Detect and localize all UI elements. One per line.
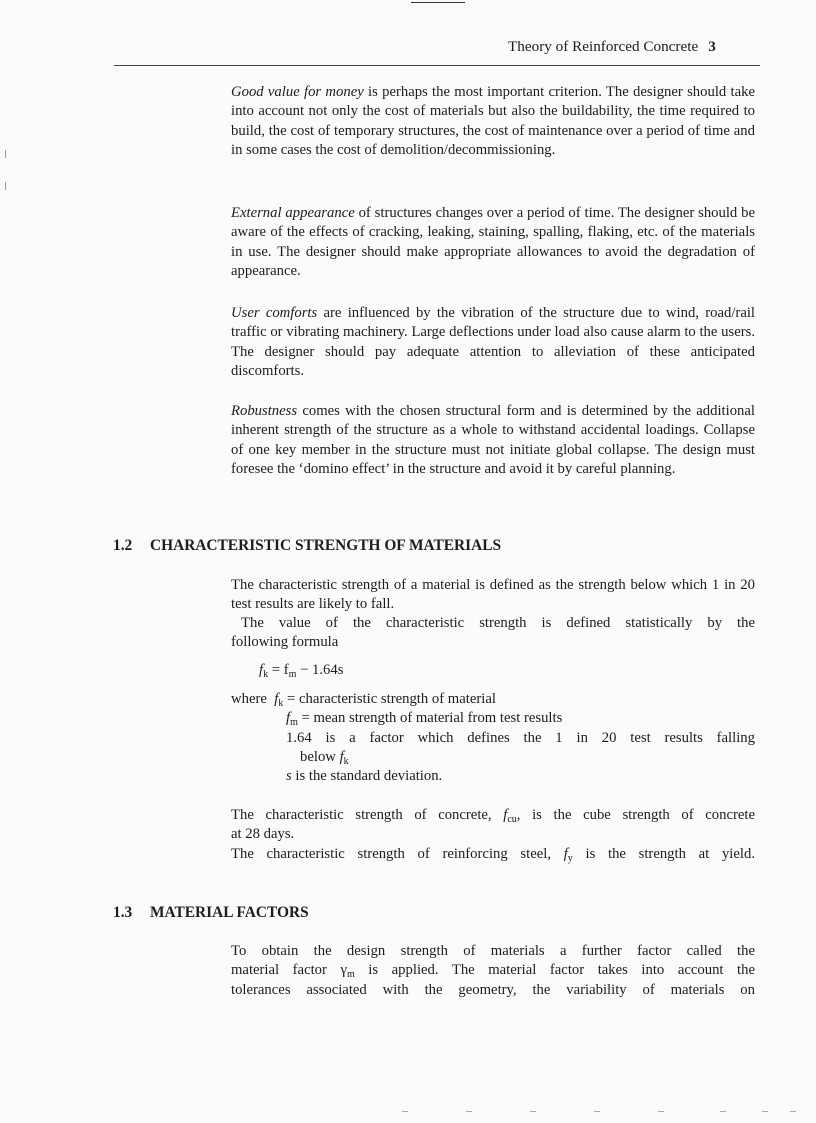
paragraph-robustness [231, 402, 755, 479]
paragraph-text: of structures changes over a period of time. The designer should be aware of the effects of cracking, leaking, staining, spalling, flaking, etc. of the materials in use. The designer should make appropriate allowances to avoid the degradation of appearance. [231, 205, 755, 279]
steel-strength-line: The characteristic strength of reinforcing steel, $f_y$ is the strength at yield. [231, 846, 755, 864]
running-title: Theory of Reinforced Concrete [508, 38, 699, 55]
scan-dots [0, 1111, 816, 1117]
material-factor-line: To obtain the design strength of materials a further factor called the [231, 943, 755, 959]
formula: $f_k = f_m - 1.64s$ [259, 662, 344, 680]
where-factor: 1.64 is a factor which defines the 1 in 20 test results falling [286, 730, 755, 746]
where-fm: $f_m$ = mean strength of material from test results [286, 710, 563, 728]
paragraph-value-for-money [231, 83, 755, 160]
paragraph-lead: Good value for money [231, 84, 364, 100]
where-factor-below: below $f_k$ [300, 749, 349, 767]
concrete-strength-line: The characteristic strength of concrete, $f_{cu}$, is the cube strength of concrete [231, 807, 756, 825]
paragraph-lead: User comforts [231, 305, 318, 321]
paragraph-text: are influenced by the vibration of the structure due to wind, road/rail traffic or vibrating machinery. Large deflections under load also cause alarm to the users. The designer should pay adequate attention to alleviation of these anticipated discomforts. [231, 305, 755, 379]
concrete-strength-line: at 28 days. [231, 826, 295, 842]
paragraph-lead: Robustness [231, 403, 298, 419]
paragraph-text: comes with the chosen structural form and is determined by the additional inherent strength of the structure as a whole to withstand accidental loadings. Collapse of one key member in the structure must not initiate global collapse. The design must foresee the ‘domino effect’ in the structure and avoid it by careful planning. [231, 403, 755, 477]
running-header [508, 38, 758, 56]
where-s: s is the standard deviation. [286, 768, 443, 784]
scan-mark [5, 182, 6, 190]
scan-mark [5, 150, 6, 158]
paragraph-text: is perhaps the most important criterion. The designer should take into account not only the cost of materials but also the buildability, the time required to build, the cost of temporary structures, the cost of maintenance over a period of time and in some cases the cost of demolition/decommissioning. [231, 84, 755, 158]
header-rule [114, 65, 760, 66]
definition-paragraph: The characteristic strength of a material is defined as the strength below which 1 in 20 test results are likely to fall. [231, 577, 755, 613]
section-title: CHARACTERISTIC STRENGTH OF MATERIALS [150, 537, 502, 554]
scan-mark [411, 2, 465, 3]
paragraph-external-appearance [231, 204, 755, 281]
section-number: 1.2 [113, 537, 133, 554]
material-factor-line: tolerances associated with the geometry, the variability of materials on [231, 982, 755, 998]
section-title: MATERIAL FACTORS [150, 904, 309, 921]
section-heading-1-3 [113, 904, 753, 922]
where-fk: where $f_k$ = characteristic strength of material [231, 691, 496, 709]
paragraph-lead: External appearance [231, 205, 355, 221]
page-number: 3 [708, 38, 716, 55]
value-line: following formula [231, 634, 339, 650]
paragraph-user-comforts [231, 304, 755, 381]
value-line: The value of the characteristic strength is defined statistically by the [241, 615, 755, 631]
material-factor-line: material factor $\gamma_m$ is applied. The material factor takes into account the [231, 962, 755, 980]
section-number: 1.3 [113, 904, 133, 921]
section-heading-1-2 [113, 537, 753, 555]
